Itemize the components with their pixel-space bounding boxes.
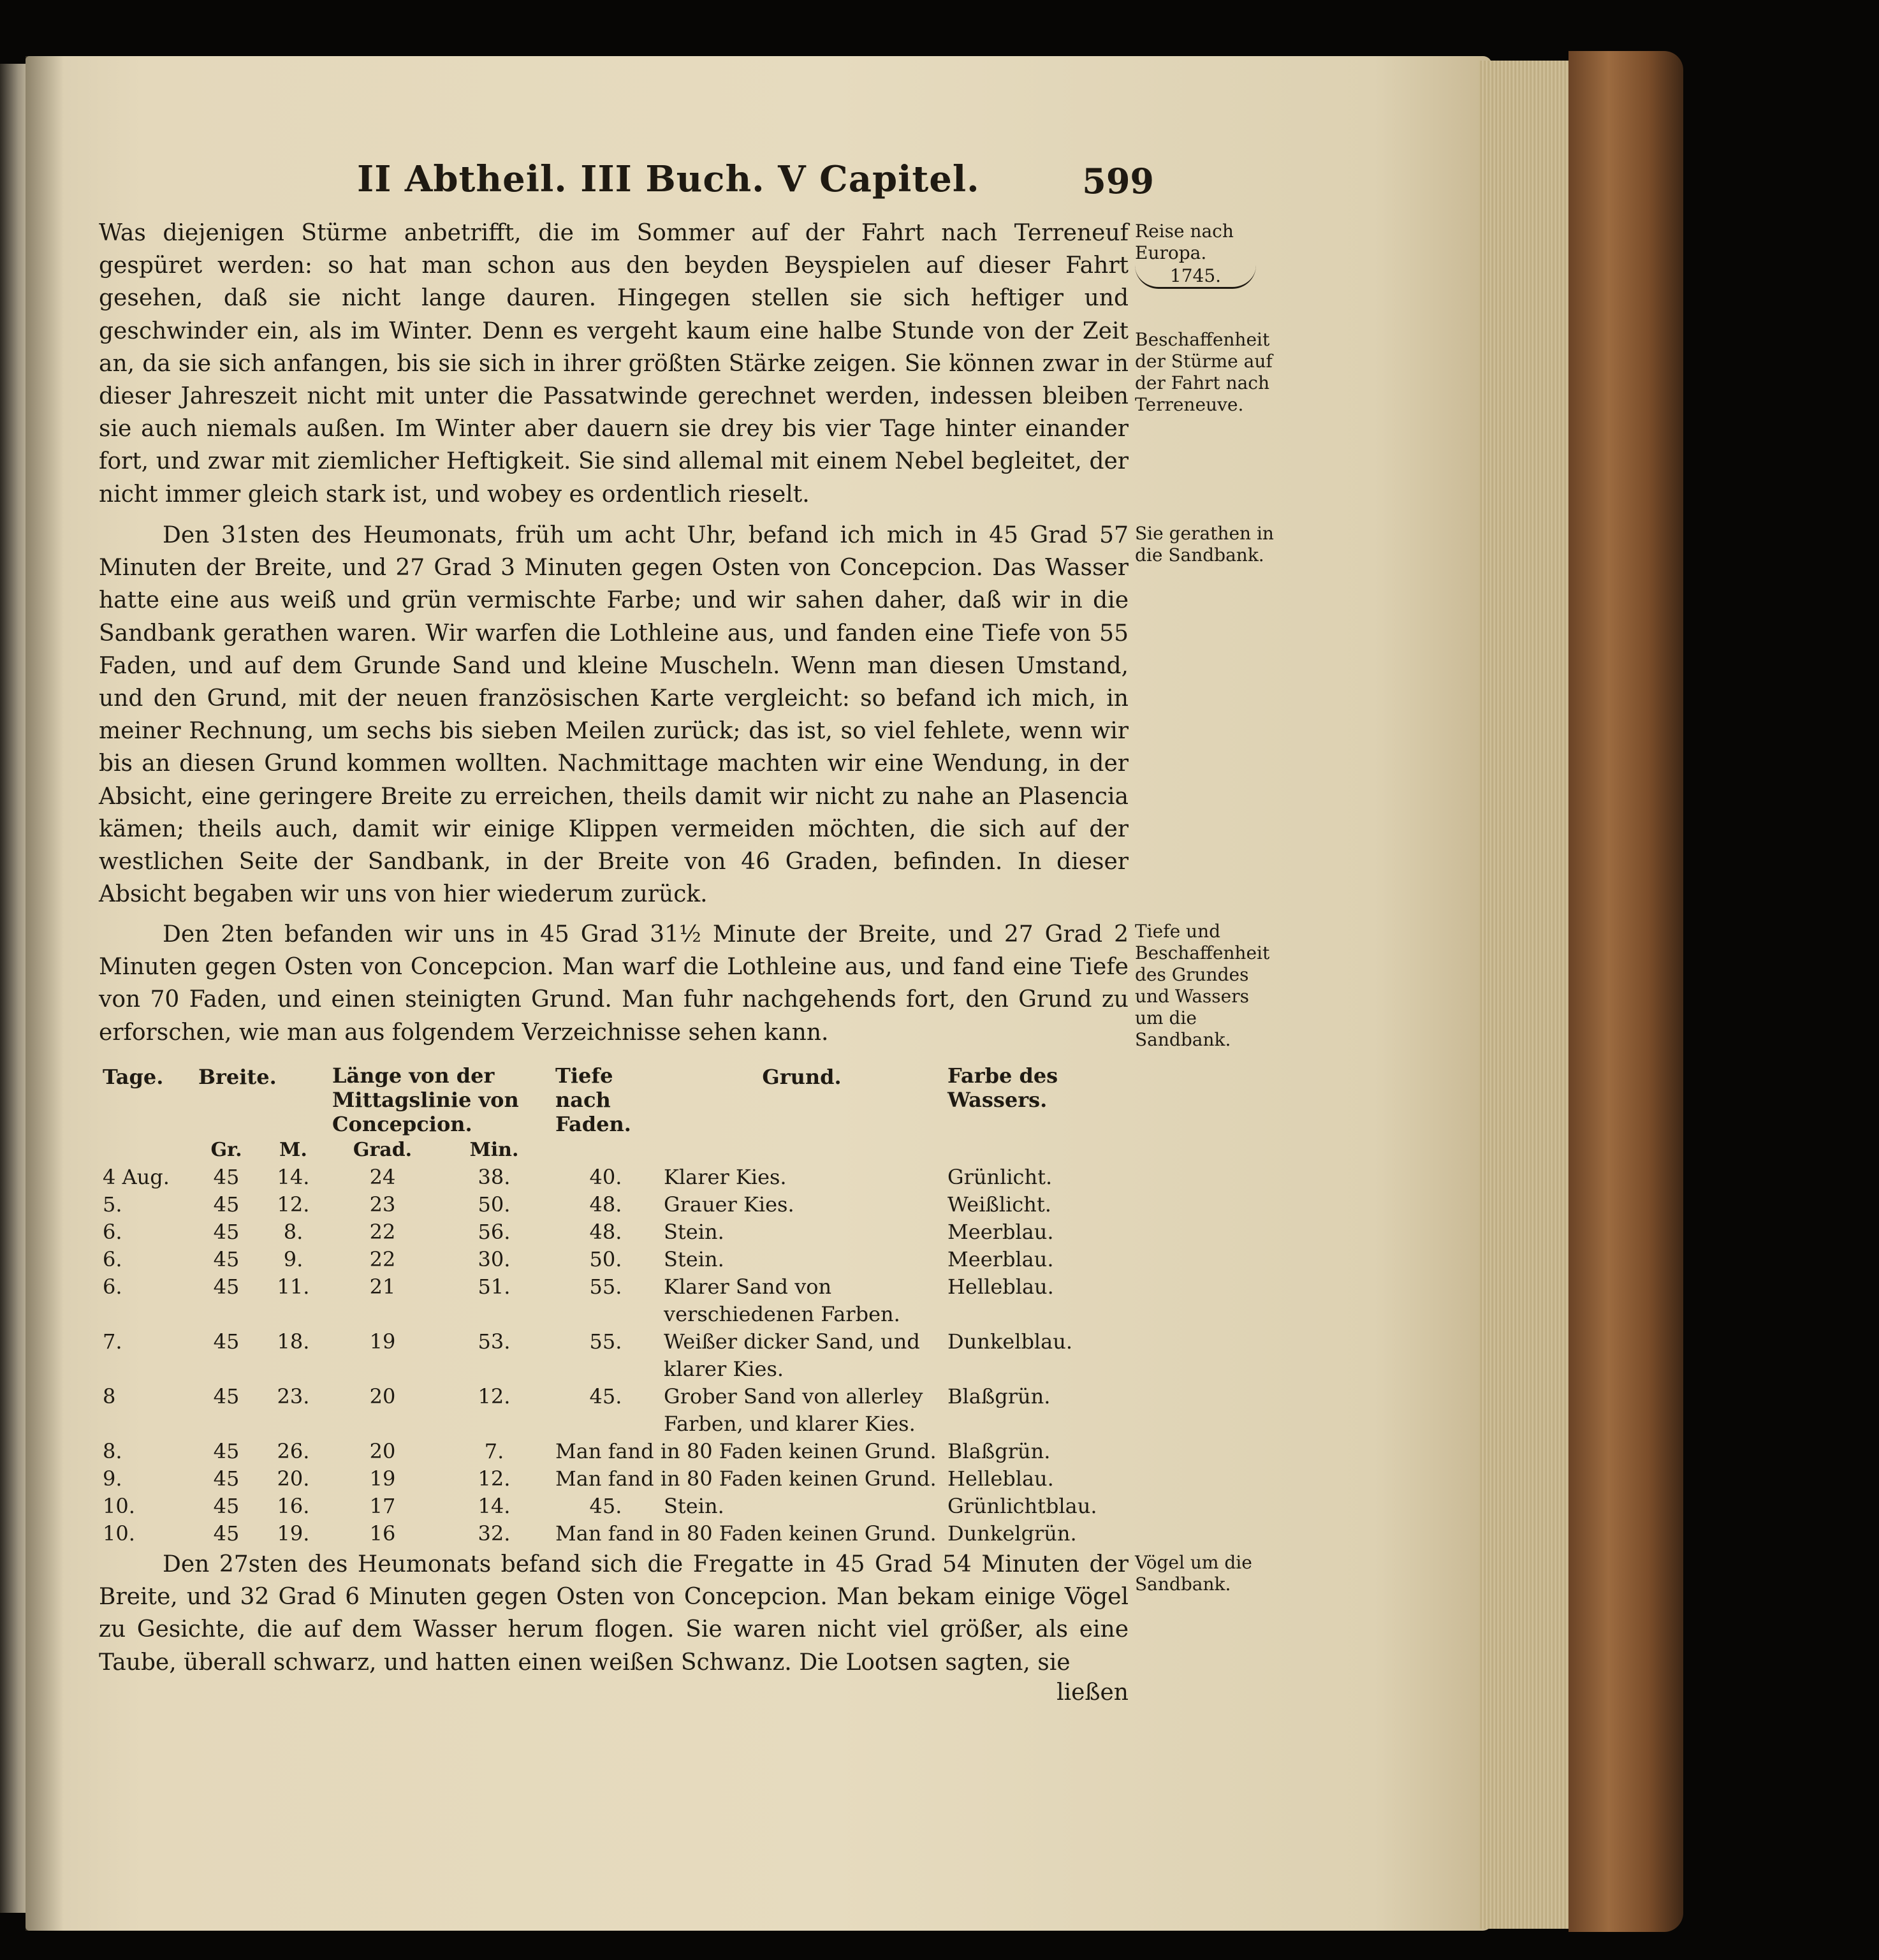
cell-laenge-grad: 20 [369, 1384, 396, 1408]
cell-breite-minute: 26. [277, 1439, 310, 1463]
cell-breite-minute: 20. [277, 1466, 310, 1491]
cell-laenge-minute: 32. [478, 1521, 511, 1546]
cell-laenge-minute: 7. [484, 1439, 504, 1463]
header-farbe: Farbe des Wassers. [947, 1064, 1058, 1112]
margin-note-voyage [1135, 221, 1275, 289]
cell-laenge-minute: 53. [478, 1329, 511, 1354]
paragraph-aug-2 [99, 918, 1129, 1049]
paragraph-1-text: Was diejenigen Stürme anbetrifft, die im Sommer auf der Fahrt nach Terreneuf gespüret werden: so hat man schon aus den beyden Beyspielen auf dieser Fahrt gesehen, daß sie nicht lange dauren. Hingegen stellen sie sich heftiger und geschwinder ein, als im Winter. Denn es vergeht kaum eine halbe Stunde von der Zeit an, da sie sich anfangen, bis sie sich in ihrer größten Stärke zeigen. Sie können zwar in dieser Jahreszeit nicht mit unter die Passatwinde gerechnet werden, indessen bleiben sie auch niemals außen. Im Winter aber dauern sie drey bis vier Tage hinter einander fort, und zwar mit ziemlicher Heftigkeit. Sie sind allemal mit einem Nebel begleitet, der nicht immer gleich stark ist, und wobey es ordentlich rieselt. [99, 220, 1129, 508]
cell-tag: 8. [103, 1439, 122, 1463]
cell-laenge-minute: 14. [478, 1494, 511, 1518]
cell-laenge-minute: 51. [478, 1275, 511, 1299]
cell-tag: 6. [103, 1275, 122, 1299]
margin-note-voyage-line2: Europa. [1135, 242, 1207, 263]
header-tiefe: Tiefe nach Faden. [555, 1064, 631, 1136]
cell-tiefe: 50. [589, 1247, 622, 1271]
cell-laenge-minute: 12. [478, 1384, 511, 1408]
paragraph-birds [99, 1548, 1129, 1679]
cell-farbe: Helleblau. [947, 1275, 1054, 1299]
paragraph-2-text: Den 31sten des Heumonats, früh um acht Uhr, befand ich mich in 45 Grad 57 Minuten der Breite, und 27 Grad 3 Minuten gegen Osten von Concepcion. Das Wasser hatte eine aus weiß und grün vermischte Farbe; und wir sahen daher, daß wir in die Sandbank gerathen waren. Wir warfen die Lothleine aus, und fanden eine Tiefe von 55 Faden, und auf dem Grunde Sand und kleine Muscheln. Wenn man diesen Umstand, und den Grund, mit der neuen französischen Karte vergleicht: so befand ich mich, in meiner Rechnung, um sechs bis sieben Meilen zurück; das ist, so viel fehlete, wenn wir bis an diesen Grund kommen wollten. Nachmittage machten wir eine Wendung, in der Absicht, eine geringere Breite zu erreichen, theils damit wir nicht zu nahe an Plasencia kämen; theils auch, damit wir einige Klippen vermeiden möchten, die sich auf der westlichen Seite der Sandbank, in der Breite von 46 Graden, befinden. In dieser Absicht begaben wir uns von hier wiederum zurück. [99, 522, 1129, 908]
cell-tag: 6. [103, 1220, 122, 1244]
cell-grund: Stein. [664, 1220, 724, 1244]
cell-farbe: Blaßgrün. [947, 1384, 1051, 1408]
cell-breite-minute: 18. [277, 1329, 310, 1354]
table-header-row [99, 1064, 1129, 1136]
cell-laenge-grad: 24 [369, 1165, 396, 1189]
cell-breite-grad: 45 [213, 1247, 240, 1271]
cell-farbe: Grünlicht. [947, 1165, 1053, 1189]
table-row [99, 1383, 1129, 1438]
cell-tiefe: 55. [589, 1275, 622, 1299]
paragraph-4-text: Den 27sten des Heumonats befand sich die Fregatte in 45 Grad 54 Minuten der Breite, und 32 Grad 6 Minuten gegen Osten von Concepcion. Man bekam einige Vögel zu Gesichte, die auf dem Wasser herum flogen. Sie waren nicht viel größer, als eine Taube, überall schwarz, und hatten einen weißen Schwanz. Die Lootsen sagten, sie [99, 1551, 1129, 1676]
cell-grund: Grober Sand von allerley Farben, und klarer Kies. [664, 1384, 923, 1436]
header-grund: Grund. [762, 1065, 842, 1089]
paragraph-july-31 [99, 519, 1129, 911]
cell-farbe: Blaßgrün. [947, 1439, 1051, 1463]
paragraph-3-text: Den 2ten befanden wir uns in 45 Grad 31½ Minute der Breite, und 27 Grad 2 Minuten gegen Osten von Concepcion. Man warf die Lothleine aus, und fand eine Tiefe von 70 Faden, und einen steinigten Grund. Man fuhr nachgehends fort, den Grund zu erforschen, wie man aus folgendem Verzeichnisse sehen kann. [99, 921, 1129, 1046]
cell-breite-grad: 45 [213, 1275, 240, 1299]
cell-laenge-minute: 30. [478, 1247, 511, 1271]
cell-tiefe: 48. [589, 1220, 622, 1244]
margin-note-year: 1745. [1135, 265, 1256, 289]
cell-grund: Stein. [664, 1494, 724, 1518]
table-row [99, 1328, 1129, 1383]
cell-breite-minute: 11. [277, 1275, 310, 1299]
cell-laenge-grad: 21 [369, 1275, 396, 1299]
table-row [99, 1438, 1129, 1465]
cell-laenge-minute: 50. [478, 1192, 511, 1217]
cell-tiefe: 45. [589, 1494, 622, 1518]
cell-breite-minute: 8. [283, 1220, 303, 1244]
cell-laenge-grad: 22 [369, 1220, 396, 1244]
cell-tag: 9. [103, 1466, 122, 1491]
header-laenge: Länge von der Mittagslinie von Concepcion. [332, 1064, 519, 1136]
cell-grund: Man fand in 80 Faden keinen Grund. [555, 1466, 937, 1491]
cell-breite-grad: 45 [213, 1494, 240, 1518]
cell-breite-minute: 9. [283, 1247, 303, 1271]
cell-tiefe: 48. [589, 1192, 622, 1217]
header-tage: Tage. [103, 1065, 164, 1089]
leather-cover [1568, 51, 1683, 1932]
table-body [99, 1164, 1129, 1547]
cell-tiefe: 40. [589, 1165, 622, 1189]
cell-breite-grad: 45 [213, 1521, 240, 1546]
cell-grund: Grauer Kies. [664, 1192, 794, 1217]
cell-laenge-grad: 19 [369, 1329, 396, 1354]
cell-breite-grad: 45 [213, 1466, 240, 1491]
cell-breite-minute: 23. [277, 1384, 310, 1408]
table-row [99, 1218, 1129, 1246]
gutter-shadow [26, 56, 64, 1931]
table-row [99, 1520, 1129, 1547]
cell-farbe: Helleblau. [947, 1466, 1054, 1491]
cell-farbe: Grünlichtblau. [947, 1494, 1097, 1518]
cell-breite-grad: 45 [213, 1439, 240, 1463]
cell-laenge-minute: 56. [478, 1220, 511, 1244]
cell-breite-grad: 45 [213, 1165, 240, 1189]
margin-note-sandbank: Sie gerathen in die Sandbank. [1135, 523, 1274, 566]
cell-breite-minute: 19. [277, 1521, 310, 1546]
paragraph-storms [99, 217, 1129, 511]
table-row [99, 1273, 1129, 1328]
margin-note-storms: Beschaffenheit der Stürme auf der Fahrt nach Terreneuve. [1135, 329, 1273, 415]
page-block-edges [1479, 61, 1575, 1929]
cell-grund: Man fand in 80 Faden keinen Grund. [555, 1439, 937, 1463]
cell-grund: Man fand in 80 Faden keinen Grund. [555, 1521, 937, 1546]
cell-laenge-minute: 12. [478, 1466, 511, 1491]
cell-tag: 7. [103, 1329, 122, 1354]
table-row [99, 1465, 1129, 1493]
cell-laenge-grad: 17 [369, 1494, 396, 1518]
cell-laenge-grad: 22 [369, 1247, 396, 1271]
table-row [99, 1191, 1129, 1218]
running-head: II Abtheil. III Buch. V Capitel. [357, 158, 980, 200]
cell-breite-minute: 12. [277, 1192, 310, 1217]
header-m: M. [279, 1139, 307, 1161]
header-grad: Grad. [353, 1139, 413, 1161]
cell-breite-minute: 14. [277, 1165, 310, 1189]
table-subheader-row [99, 1136, 1129, 1164]
cell-tag: 10. [103, 1521, 135, 1546]
margin-note-birds: Vögel um die Sandbank. [1135, 1552, 1252, 1595]
table-row [99, 1164, 1129, 1191]
cell-tiefe: 55. [589, 1329, 622, 1354]
cell-farbe: Meerblau. [947, 1220, 1054, 1244]
cell-tiefe: 45. [589, 1384, 622, 1408]
cell-grund: Klarer Kies. [664, 1165, 787, 1189]
margin-note-depth: Tiefe und Beschaffenheit des Grundes und Wassers um die Sandbank. [1135, 921, 1270, 1050]
cell-laenge-grad: 16 [369, 1521, 396, 1546]
cell-farbe: Dunkelblau. [947, 1329, 1073, 1354]
cell-breite-grad: 45 [213, 1384, 240, 1408]
cell-laenge-grad: 19 [369, 1466, 396, 1491]
cell-laenge-grad: 23 [369, 1192, 396, 1217]
page-number: 599 [1082, 161, 1154, 201]
cell-breite-grad: 45 [213, 1220, 240, 1244]
catchword: ließen [1056, 1679, 1129, 1706]
margin-note-voyage-line1: Reise nach [1135, 221, 1234, 242]
cell-farbe: Dunkelgrün. [947, 1521, 1077, 1546]
cell-grund: Klarer Sand von verschiedenen Farben. [664, 1275, 900, 1326]
cell-breite-grad: 45 [213, 1329, 240, 1354]
table-row [99, 1493, 1129, 1520]
cell-grund: Weißer dicker Sand, und klarer Kies. [664, 1329, 920, 1381]
header-min: Min. [469, 1139, 519, 1161]
cell-tag: 6. [103, 1247, 122, 1271]
cell-tag: 4 Aug. [103, 1165, 170, 1189]
cell-farbe: Meerblau. [947, 1247, 1054, 1271]
cell-laenge-grad: 20 [369, 1439, 396, 1463]
cell-farbe: Weißlicht. [947, 1192, 1051, 1217]
soundings-table [99, 1064, 1129, 1547]
cell-breite-minute: 16. [277, 1494, 310, 1518]
cell-grund: Stein. [664, 1247, 724, 1271]
cell-tag: 10. [103, 1494, 135, 1518]
cell-tag: 8 [103, 1384, 116, 1408]
cell-tag: 5. [103, 1192, 122, 1217]
header-gr: Gr. [210, 1139, 242, 1161]
cell-breite-grad: 45 [213, 1192, 240, 1217]
table-row [99, 1246, 1129, 1273]
cell-laenge-minute: 38. [478, 1165, 511, 1189]
header-breite: Breite. [198, 1065, 277, 1089]
